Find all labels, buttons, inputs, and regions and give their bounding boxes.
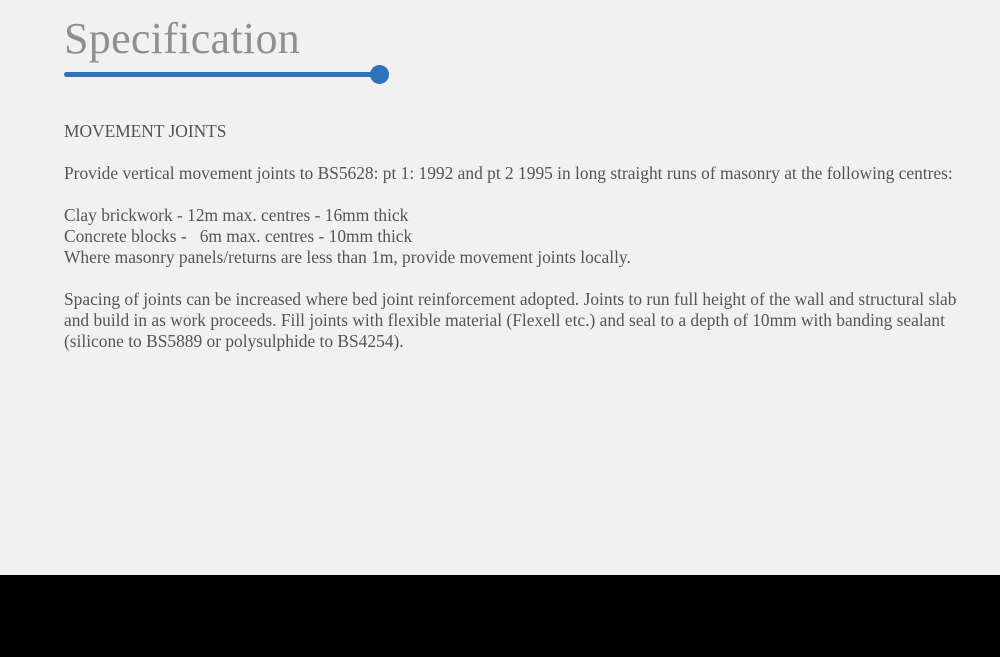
list-line-masonry-panels: Where masonry panels/returns are less than 1m, provide movement joints locally. xyxy=(64,247,631,267)
section-heading: MOVEMENT JOINTS xyxy=(64,121,227,141)
title-underline-dot xyxy=(370,65,389,84)
list-line-clay-brickwork: Clay brickwork - 12m max. centres - 16mm thick xyxy=(64,205,409,225)
slide-title: Specification xyxy=(64,14,301,63)
spacing-paragraph: Spacing of joints can be increased where bed joint reinforcement adopted. Joints to run full height of the wall and structural slab and build in as work proceeds. Fill joints with flexible material (Flexell etc.) and seal to a depth of 10mm with banding sealant (silicone to BS5889 or polysulphide to BS4254). xyxy=(64,289,957,351)
slide-body xyxy=(64,121,982,373)
title-underline xyxy=(64,65,394,85)
title-underline-bar xyxy=(64,72,380,77)
spacing-list xyxy=(64,205,982,268)
intro-paragraph: Provide vertical movement joints to BS5628: pt 1: 1992 and pt 2 1995 in long straight runs of masonry at the following centres: xyxy=(64,163,953,183)
list-line-concrete-blocks: Concrete blocks - 6m max. centres - 10mm thick xyxy=(64,226,413,246)
